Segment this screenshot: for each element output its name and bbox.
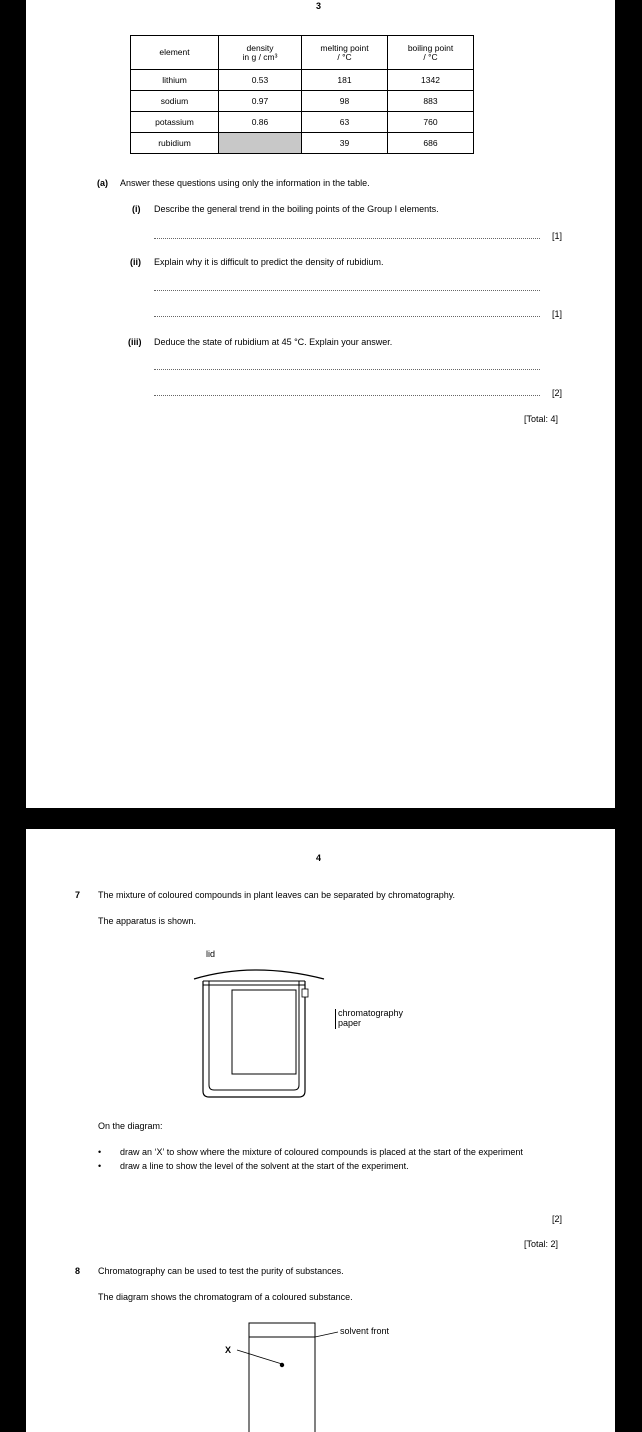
- solvent-front-leader: [315, 1332, 338, 1337]
- q-ii-mark: [1]: [552, 309, 563, 319]
- chromatogram-diagram: [221, 1321, 346, 1432]
- table-cell: lithium: [131, 70, 219, 91]
- table-cell: 39: [302, 133, 388, 154]
- question-8-text: Chromatography can be used to test the purity of substances.: [98, 1266, 344, 1276]
- chromatography-paper-label: chromatography paper: [338, 1008, 404, 1028]
- instruction-list: [98, 1147, 560, 1175]
- q-iii-text: Deduce the state of rubidium at 45 °C. Explain your answer.: [154, 337, 393, 347]
- exam-page-3: [26, 0, 615, 808]
- table-cell: rubidium: [131, 133, 219, 154]
- chromatography-apparatus-diagram: [186, 959, 326, 1103]
- page-number: 4: [316, 853, 322, 863]
- header-boiling-point: boiling point / °C: [388, 36, 474, 70]
- question-7-mark: [2]: [552, 1214, 563, 1224]
- total-marks: [Total: 4]: [524, 414, 559, 424]
- list-item: • draw a line to show the level of the solvent at the start of the experiment.: [98, 1161, 560, 1171]
- q-ii-label: (ii): [130, 257, 141, 267]
- answer-line[interactable]: [154, 290, 540, 291]
- header-melting-point: melting point / °C: [302, 36, 388, 70]
- table-cell: 181: [302, 70, 388, 91]
- table-cell: 0.86: [219, 112, 302, 133]
- list-item: • draw an ‘X’ to show where the mixture of coloured compounds is placed at the start of the experiment: [98, 1147, 560, 1157]
- answer-line[interactable]: [154, 238, 540, 239]
- chromatogram-paper: [249, 1323, 315, 1432]
- table-cell: 0.97: [219, 91, 302, 112]
- x-label: X: [225, 1345, 232, 1355]
- part-a-label: (a): [97, 178, 108, 188]
- table-row: [131, 112, 474, 133]
- question-7-number: 7: [75, 890, 81, 900]
- q-i-label: (i): [132, 204, 141, 214]
- table-cell: 1342: [388, 70, 474, 91]
- header-element: element: [131, 36, 219, 70]
- table-cell: 63: [302, 112, 388, 133]
- label-leader-line: [335, 1009, 336, 1029]
- table-cell: 686: [388, 133, 474, 154]
- exam-page-4: [26, 829, 615, 1432]
- chromatogram-text: The diagram shows the chromatogram of a coloured substance.: [98, 1292, 353, 1302]
- table-cell: 883: [388, 91, 474, 112]
- table-cell: 760: [388, 112, 474, 133]
- table-cell: 98: [302, 91, 388, 112]
- page-number: 3: [316, 1, 322, 11]
- q-ii-text: Explain why it is difficult to predict the density of rubidium.: [154, 257, 384, 267]
- table-row: [131, 91, 474, 112]
- header-density: density in g / cm³: [219, 36, 302, 70]
- question-8-number: 8: [75, 1266, 81, 1276]
- substance-spot: [280, 1363, 284, 1367]
- table-cell: 0.53: [219, 70, 302, 91]
- table-row: [131, 70, 474, 91]
- on-diagram-text: On the diagram:: [98, 1121, 163, 1131]
- table-cell: potassium: [131, 112, 219, 133]
- solvent-front-label: solvent front: [340, 1326, 390, 1336]
- group1-data-table: [130, 35, 474, 154]
- lid-shape: [194, 970, 324, 979]
- q-i-mark: [1]: [552, 231, 563, 241]
- paper-clip: [302, 989, 308, 997]
- table-row: [131, 133, 474, 154]
- question-7-text: The mixture of coloured compounds in plant leaves can be separated by chromatography.: [98, 890, 456, 900]
- part-a-text: Answer these questions using only the information in the table.: [120, 178, 370, 188]
- q-iii-label: (iii): [128, 337, 142, 347]
- answer-line[interactable]: [154, 316, 540, 317]
- table-cell: sodium: [131, 91, 219, 112]
- table-header-row: [131, 36, 474, 70]
- q-iii-mark: [2]: [552, 388, 563, 398]
- apparatus-text: The apparatus is shown.: [98, 916, 197, 926]
- chromatography-paper: [232, 990, 296, 1074]
- question-7-total: [Total: 2]: [524, 1239, 559, 1249]
- q-i-text: Describe the general trend in the boiling points of the Group I elements.: [154, 204, 439, 214]
- lid-label: lid: [206, 949, 216, 959]
- shaded-empty-cell: [219, 133, 302, 154]
- answer-line[interactable]: [154, 369, 540, 370]
- answer-line[interactable]: [154, 395, 540, 396]
